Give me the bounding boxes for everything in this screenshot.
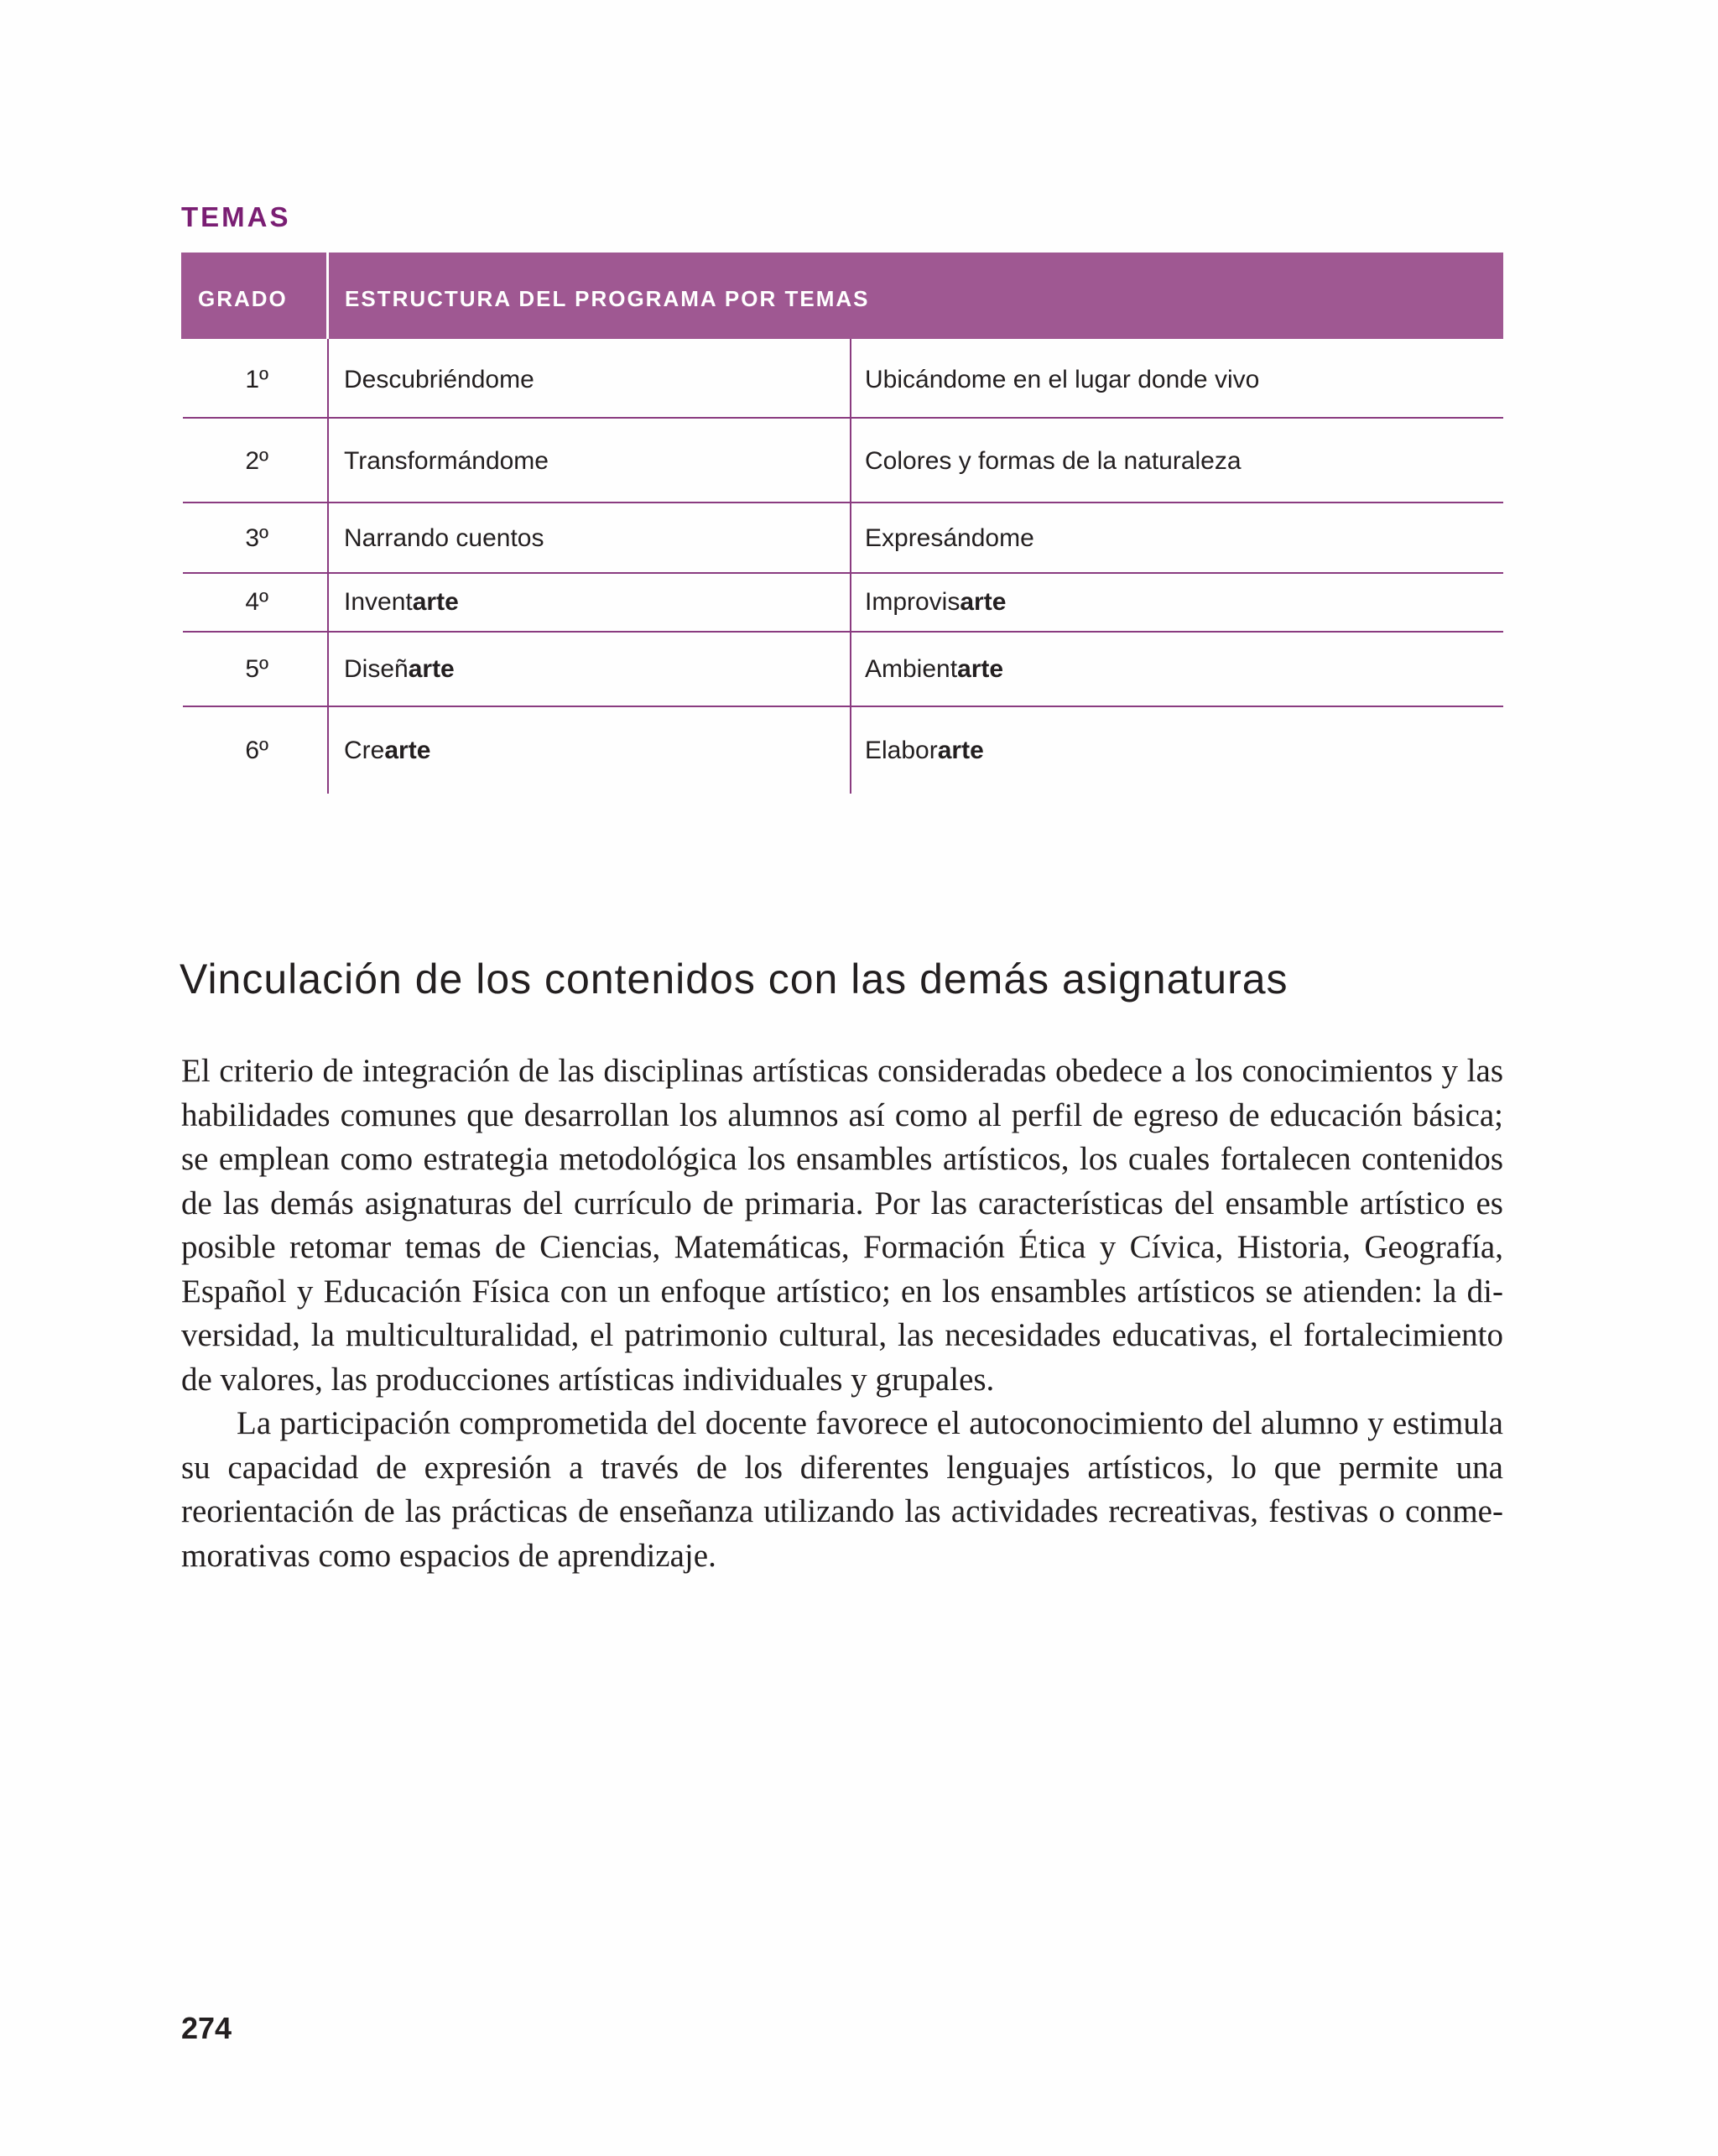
- theme-cell-a: Transformándome: [344, 447, 549, 475]
- page-number: 274: [181, 2011, 232, 2045]
- theme-cell-b: Improvisarte: [865, 588, 1007, 616]
- theme-cell-a: Narrando cuentos: [344, 524, 544, 552]
- column-rule-2: [850, 339, 851, 794]
- row-divider: [183, 572, 1503, 574]
- theme-cell-b: Ubicándome en el lugar donde vivo: [865, 366, 1260, 393]
- grade-cell: 6º: [245, 737, 268, 764]
- theme-cell-a: Diseñarte: [344, 655, 455, 683]
- theme-cell-a: Inventarte: [344, 588, 459, 616]
- body-text: [181, 1049, 1503, 1578]
- grade-cell: 4º: [245, 588, 268, 616]
- header-estructura: ESTRUCTURA DEL PROGRAMA POR TEMAS: [345, 286, 870, 311]
- theme-cell-a: Crearte: [344, 737, 431, 764]
- theme-cell-b: Elaborarte: [865, 737, 984, 764]
- paragraph: El criterio de integración de las disciplinas artísticas consideradas obedece a los conocimientos y las habilidades comunes que desarrollan los alumnos así como al perfil de egreso de educación básica; se emplean como estrategia metodológica los ensambles artísticos, los cuales fortalecen contenidos de las demás asignaturas del currículo de primaria. Por las características del ensamble artístico es posible retomar temas de Ciencias, Matemáticas, Formación Ética y Cívica, Historia, Geografía, Español y Educación Física con un enfoque artístico; en los ensambles artísticos se atienden: la diversidad, la multiculturalidad, el patrimonio cultural, las necesidades educativas, el fortalecimiento de valores, las producciones artísticas individuales y grupales.: [181, 1053, 1503, 1398]
- section-heading: Vinculación de los contenidos con las demás asignaturas: [180, 956, 1288, 1002]
- theme-cell-a: Descubriéndome: [344, 366, 534, 393]
- row-divider: [183, 502, 1503, 503]
- row-divider: [183, 706, 1503, 707]
- theme-cell-b: Expresándome: [865, 524, 1034, 552]
- table-header-separator: [326, 253, 329, 339]
- section-label: TEMAS: [181, 201, 291, 232]
- header-grado: GRADO: [198, 286, 288, 311]
- theme-cell-b: Ambientarte: [865, 655, 1004, 683]
- grade-cell: 1º: [245, 366, 268, 393]
- grade-cell: 2º: [245, 447, 268, 475]
- grade-cell: 3º: [245, 524, 268, 552]
- row-divider: [183, 417, 1503, 419]
- column-rule-1: [327, 339, 329, 794]
- row-divider: [183, 631, 1503, 633]
- grade-cell: 5º: [245, 655, 268, 683]
- paragraph: La participación comprometida del docente favorece el autoconocimiento del alumno y estimula su capacidad de expresión a través de los diferentes lenguajes artísticos, lo que permite una reorientación de las prácticas de enseñanza utilizando las actividades recreativas, festivas o conmemorativas como espacios de aprendizaje.: [181, 1405, 1503, 1574]
- theme-cell-b: Colores y formas de la naturaleza: [865, 447, 1242, 475]
